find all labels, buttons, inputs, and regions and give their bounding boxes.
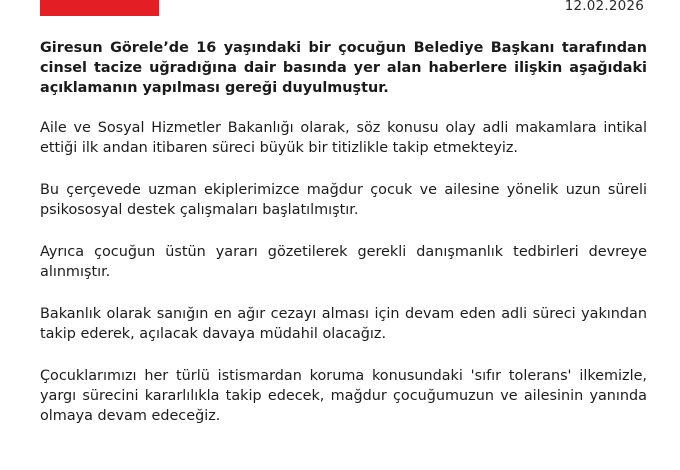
statement-paragraph: Çocuklarımızı her türlü istismardan koruma konusundaki 'sıfır tolerans' ilkemizle, yargı sürecini kararlılıkla takip edecek, mağdur çocuğumuzun ve ailesinin yanında olmaya devam edeceğiz. xyxy=(40,368,647,424)
document-date: 12.02.2026 xyxy=(564,0,644,14)
statement-paragraph: Bakanlık olarak sanığın en ağır cezayı alması için devam eden adli süreci yakından takip ederek, açılacak davaya müdahil olacağız. xyxy=(40,306,647,342)
statement-lead: Giresun Görele’de 16 yaşındaki bir çocuğun Belediye Başkanı tarafından cinsel tacize uğradığına dair basında yer alan haberlere ilişkin aşağıdaki açıklamanın yapılması gereği duyulmuştur. xyxy=(40,40,647,96)
statement-paragraph: Ayrıca çocuğun üstün yararı gözetilerek gerekli danışmanlık tedbirleri devreye alınmıştır. xyxy=(40,244,647,280)
statement-paragraph: Bu çerçevede uzman ekiplerimizce mağdur çocuk ve ailesine yönelik uzun süreli psikososyal destek çalışmaları başlatılmıştır. xyxy=(40,182,647,218)
ministry-logo-banner xyxy=(40,0,159,16)
statement-paragraph: Aile ve Sosyal Hizmetler Bakanlığı olarak, söz konusu olay adli makamlara intikal ettiği ilk andan itibaren süreci büyük bir titizlikle takip etmekteyiz. xyxy=(40,120,647,156)
press-statement-body xyxy=(40,38,647,448)
